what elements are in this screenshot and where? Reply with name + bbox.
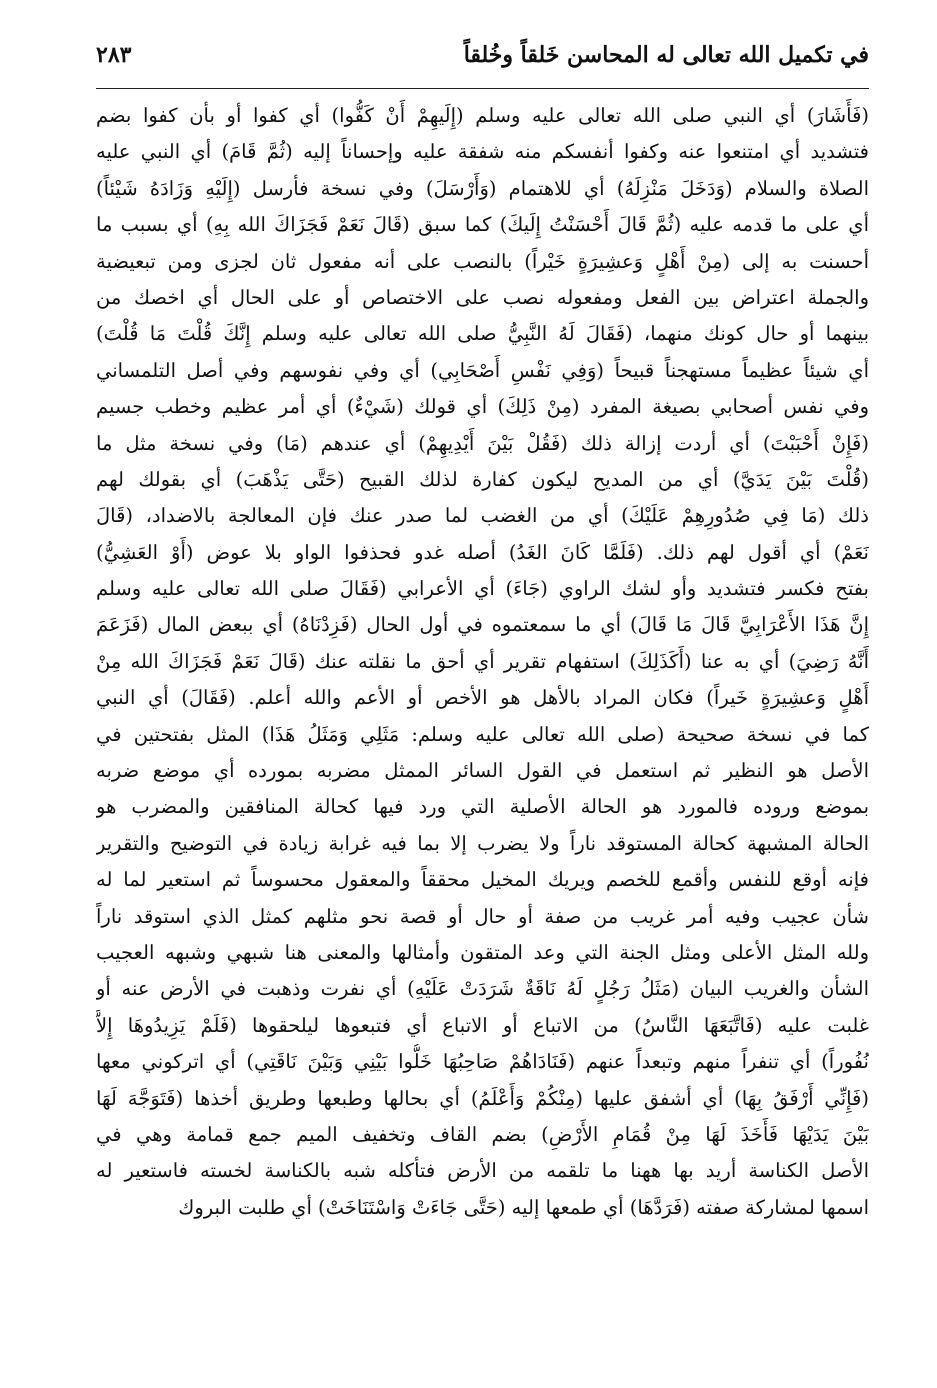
text-line: كما في نسخة صحيحة (صلى الله تعالى عليه وسلم: مَثَلِي وَمَثَلُ هَذَا) المثل بفتحتين في bbox=[96, 722, 869, 746]
text-line: بَيْنَ يَدَيْهَا فَأَخَذَ لَهَا مِنْ قُمَامِ الأَرْضِ) بضم القاف وتخفيف الميم جمع قمامة وهي في bbox=[96, 1122, 869, 1146]
text-line: والجملة اعتراض بين الفعل ومفعوله نصب على الاختصاص أو على الحال أي اخصك من bbox=[96, 285, 869, 309]
text-line: فإنه أوقع للنفس وأقمع للخصم ويريك المخيل محققاً والمعقول محسوساً ثم استعير لما له bbox=[96, 868, 869, 892]
text-line: (قُلْتَ بَيْنَ يَدَيَّ) أي من المديح ليكون كفارة لذلك القبيح (حَتَّى يَذْهَبَ) أي بقولك لهم bbox=[96, 467, 869, 491]
text-line: أي على ما قدمه عليه (ثُمَّ قَالَ أَحْسَنْتُ إِلَيكَ) كما سبق (قَالَ نَعَمْ فَجَزَاكَ الله بِهِ) أي بسبب ما bbox=[96, 213, 869, 237]
text-line: أَنَّهُ رَضِيَ) أي به عنا (أَكَذَلِكَ) استفهام تقرير أي أحق ما نقلته عنك (قَالَ نَعَمْ فَجَزَاكَ الله مِنْ bbox=[96, 649, 869, 673]
text-line: بينهما أو حال كونك منهما، (فَقَالَ لَهُ النَّبِيُّ صلى الله تعالى عليه وسلم إِنَّكَ قُلْتَ مَا قُلْتَ) bbox=[96, 322, 869, 346]
body-text bbox=[96, 98, 869, 1226]
text-line: أي شيئاً عظيماً مستهجناً قبيحاً (وَفِي نَفْسِ أَصْحَابِي) أي وفي نفوسهم وفي أصل التلمساني bbox=[96, 358, 869, 382]
text-line: ولله المثل الأعلى ومثل الجنة التي وعد المتقون وأمثالها والمعنى هنا شبهي وشبهه العجيب bbox=[96, 940, 869, 964]
text-line: الأصل الكناسة أريد بها ههنا ما تلقمه من الأرض فتأكله شبه بالكناسة لخسته فاستعير له bbox=[96, 1159, 869, 1183]
text-line: الحالة المشبهة كحالة المستوقد ناراً ولا يضرب إلا بما فيه غرابة زيادة في التوضيح والتقرير bbox=[96, 831, 869, 855]
page-number: ٢٨٣ bbox=[96, 42, 132, 68]
text-line: غلبت عليه (فَاتَّبَعَهَا النَّاسُ) من الاتباع أو الاتباع أي فتبعوها ليلحقوها (فَلَمْ يَزِيدُوهَا إِلاَّ bbox=[96, 1013, 869, 1037]
text-line: ذلك (مَا فِي صُدُورِهِمْ عَلَيْكَ) أي من الغضب لما صدر عنك فإن المعالجة بالاضداد، (قَالَ bbox=[96, 504, 869, 528]
text-line: فتشديد أي امتنعوا عنه وكفوا أنفسكم منه شفقة عليه وإحساناً إليه (ثُمَّ قَامَ) أي النبي عليه bbox=[96, 140, 869, 164]
text-line: نُفُوراً) أي تنفراً منهم وتبعداً عنهم (فَنَادَاهُمْ صَاحِبُهَا خَلُّوا بَيْنِي وَبَيْنَ نَاقَتِي) أي اتركوني معها bbox=[96, 1050, 869, 1074]
text-line: أحسنت به إلى (مِنْ أَهْلٍ وَعشِيرَةٍ خَيْراً) بالنصب على أنه مفعول ثان لجزى ومن تبعيضية bbox=[96, 249, 869, 273]
text-line: وفي نفس أصحابي بصيغة المفرد (مِنْ ذَلِكَ) أي قولك (شَيْءٌ) أي أمر عظيم وخطب جسيم bbox=[96, 395, 869, 419]
text-line: (فَإِنِّي أَرْفَقُ بِهَا) أي أشفق عليها (مِنْكُمْ وَأَعْلَمُ) أي بحالها وطبعها وطريق أخذها (فَتَوَجَّهَ لَهَا bbox=[96, 1086, 869, 1110]
text-line: أَهْلٍ وَعشِيرَةٍ خَيراً) فكان المراد بالأهل هو الأخص أو الأعم والله أعلم. (فَقَالَ) أي النبي bbox=[96, 686, 869, 710]
header-rule bbox=[96, 88, 869, 89]
text-line: شأن عجيب وفيه أمر غريب من صفة أو حال أو قصة نحو مثلهم كمثل الذي استوقد ناراً bbox=[96, 904, 869, 928]
text-line: نَعَمْ) أي أقول لهم ذلك. (فَلَمَّا كَانَ الغَدُ) أصله غدو فحذفوا الواو بلا عوض (أَوْ العَشِيُّ) bbox=[96, 540, 869, 564]
text-line: الأصل هو النظير ثم استعمل في القول السائر الممثل مضربه بمورده أي موضع ضربه bbox=[96, 759, 869, 783]
text-line: بفتح فكسر فتشديد وأو لشك الراوي (جَاءَ) أي الأعرابي (فَقَالَ صلى الله تعالى عليه وسلم bbox=[96, 577, 869, 601]
text-line: الصلاة والسلام (وَدَخَلَ مَنْزِلَهُ) أي للاهتمام (وَأَرْسَلَ) وفي نسخة فأرسل (إِلَيْهِ وَزَادَهُ شَيْئاً) bbox=[96, 176, 869, 200]
running-title: في تكميل الله تعالى له المحاسن خَلقاً وخُلقاً bbox=[463, 42, 869, 68]
text-line: بموضع وروده فالمورد هو الحالة الأصلية التي ورد فيها كحالة المنافقين والمضرب هو bbox=[96, 795, 869, 819]
text-line: (فَإِنْ أَحْبَبْتَ) أي أردت إزالة ذلك (فَقُلْ بَيْنَ أَيْدِيهِمْ) أي عندهم (مَا) وفي نسخة مثل ما bbox=[96, 431, 869, 455]
text-line: إِنَّ هَذَا الأَعْرَابِيَّ قَالَ مَا قَالَ) أي ما سمعتموه في أول الحال (فَزِدْنَاهُ) أي ببعض المال (فَزَعَمَ bbox=[96, 613, 869, 637]
page-header bbox=[96, 36, 869, 82]
text-line: الشأن والغريب البيان (مَثَلُ رَجُلٍ لَهُ نَاقَةٌ شَرَدَتْ عَلَيْهِ) أي نفرت وذهبت في الأرض عنه أو bbox=[96, 977, 869, 1001]
text-line: (فَأَشَارَ) أي النبي صلى الله تعالى عليه وسلم (إِلَيهِمْ أَنْ كَفُّوا) أي كفوا أو بأن كفوا بضم bbox=[96, 104, 869, 127]
text-line: اسمها لمشاركة صفته (فَرَدَّهَا) أي طمعها إليه (حَتَّى جَاءَتْ وَاسْتَنَاخَتْ) أي طلبت البروك bbox=[178, 1195, 869, 1219]
